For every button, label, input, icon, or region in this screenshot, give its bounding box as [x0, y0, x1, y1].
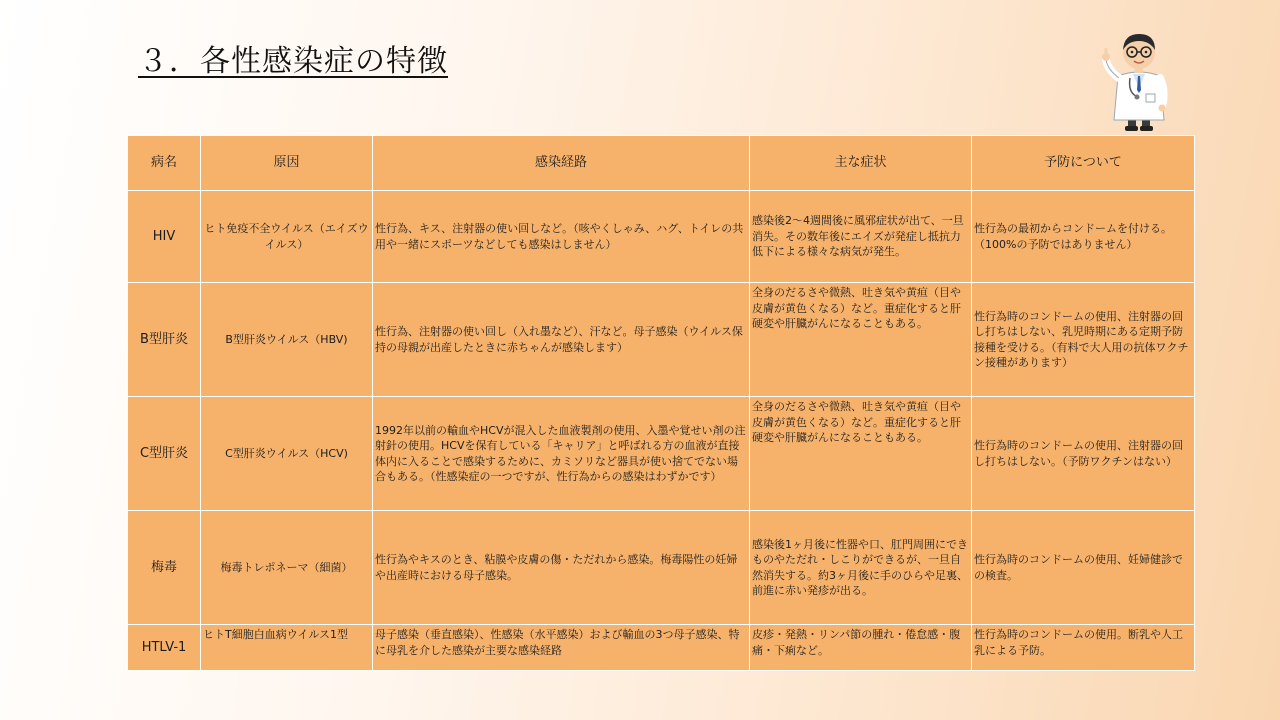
- cell-disease-name: HTLV-1: [128, 625, 201, 671]
- cell-cause: C型肝炎ウイルス（HCV): [201, 397, 373, 511]
- cell-infection-route: 母子感染（垂直感染）、性感染（水平感染）および輸血の3つ母子感染、特に母乳を介した感染が主要な感染経路: [373, 625, 750, 671]
- table-row-hepatitis-b: [128, 283, 1195, 397]
- cell-main-symptoms: 全身のだるさや微熱、吐き気や黄疸（目や皮膚が黄色くなる）など。重症化すると肝硬変や肝臓がんになることもある。: [750, 283, 972, 397]
- cell-prevention: 性行為時のコンドームの使用、妊婦健診での検査。: [972, 511, 1195, 625]
- header-cause: 原因: [201, 136, 373, 191]
- cell-disease-name: 梅毒: [128, 511, 201, 625]
- header-prevention: 予防について: [972, 136, 1195, 191]
- cell-prevention: 性行為時のコンドームの使用、注射器の回し打ちはしない。（予防ワクチンはない）: [972, 397, 1195, 511]
- cell-main-symptoms: 感染後2〜4週間後に風邪症状が出て、一旦消失。その数年後にエイズが発症し抵抗力低下による様々な病気が発生。: [750, 191, 972, 283]
- table-row-hiv: [128, 191, 1195, 283]
- cell-prevention: 性行為の最初からコンドームを付ける。（100%の予防ではありません）: [972, 191, 1195, 283]
- cell-cause: ヒトT細胞白血病ウイルス1型: [201, 625, 373, 671]
- header-disease-name: 病名: [128, 136, 201, 191]
- header-infection-route: 感染経路: [373, 136, 750, 191]
- disease-table-container: [127, 135, 1194, 670]
- cell-cause: B型肝炎ウイルス（HBV): [201, 283, 373, 397]
- cell-disease-name: HIV: [128, 191, 201, 283]
- disease-table: [127, 135, 1195, 671]
- cell-main-symptoms: 感染後1ヶ月後に性器や口、肛門周囲にできものやただれ・しこりができるが、一旦自然消失する。約3ヶ月後に手のひらや足裏、前進に赤い発疹が出る。: [750, 511, 972, 625]
- cell-prevention: 性行為時のコンドームの使用。断乳や人工乳による予防。: [972, 625, 1195, 671]
- cell-infection-route: 性行為やキスのとき、粘膜や皮膚の傷・ただれから感染。梅毒陽性の妊婦や出産時における母子感染。: [373, 511, 750, 625]
- cell-infection-route: 性行為、注射器の使い回し（入れ墨など）、汗など。母子感染（ウイルス保持の母親が出産したときに赤ちゃんが感染します）: [373, 283, 750, 397]
- cell-infection-route: 性行為、キス、注射器の使い回しなど。（咳やくしゃみ、ハグ、トイレの共用や一緒にスポーツなどしても感染はしません）: [373, 191, 750, 283]
- cell-main-symptoms: 全身のだるさや微熱、吐き気や黄疸（目や皮膚が黄色くなる）など。重症化すると肝硬変や肝臓がんになることもある。: [750, 397, 972, 511]
- cell-prevention: 性行為時のコンドームの使用、注射器の回し打ちはしない、乳児時期にある定期予防接種を受ける。（有料で大人用の抗体ワクチン接種があります）: [972, 283, 1195, 397]
- slide-title: ３．各性感染症の特徴: [138, 44, 448, 79]
- header-main-symptoms: 主な症状: [750, 136, 972, 191]
- table-row-syphilis: [128, 511, 1195, 625]
- cell-cause: ヒト免疫不全ウイルス（エイズウイルス）: [201, 191, 373, 283]
- cell-disease-name: C型肝炎: [128, 397, 201, 511]
- table-row-htlv1: [128, 625, 1195, 671]
- table-header-row: [128, 136, 1195, 191]
- cell-cause: 梅毒トレポネーマ（細菌）: [201, 511, 373, 625]
- cell-main-symptoms: 皮疹・発熱・リンパ節の腫れ・倦怠感・腹痛・下痢など。: [750, 625, 972, 671]
- doctor-illustration: [1098, 30, 1182, 132]
- cell-infection-route: 1992年以前の輸血やHCVが混入した血液製剤の使用、入墨や覚せい剤の注射針の使用。HCVを保有している「キャリア」と呼ばれる方の血液が直接体内に入ることで感染するために、カミソリなど器具が使い捨てでない場合もある。（性感染症の一つですが、性行為からの感染はわずかです）: [373, 397, 750, 511]
- cell-disease-name: B型肝炎: [128, 283, 201, 397]
- table-row-hepatitis-c: [128, 397, 1195, 511]
